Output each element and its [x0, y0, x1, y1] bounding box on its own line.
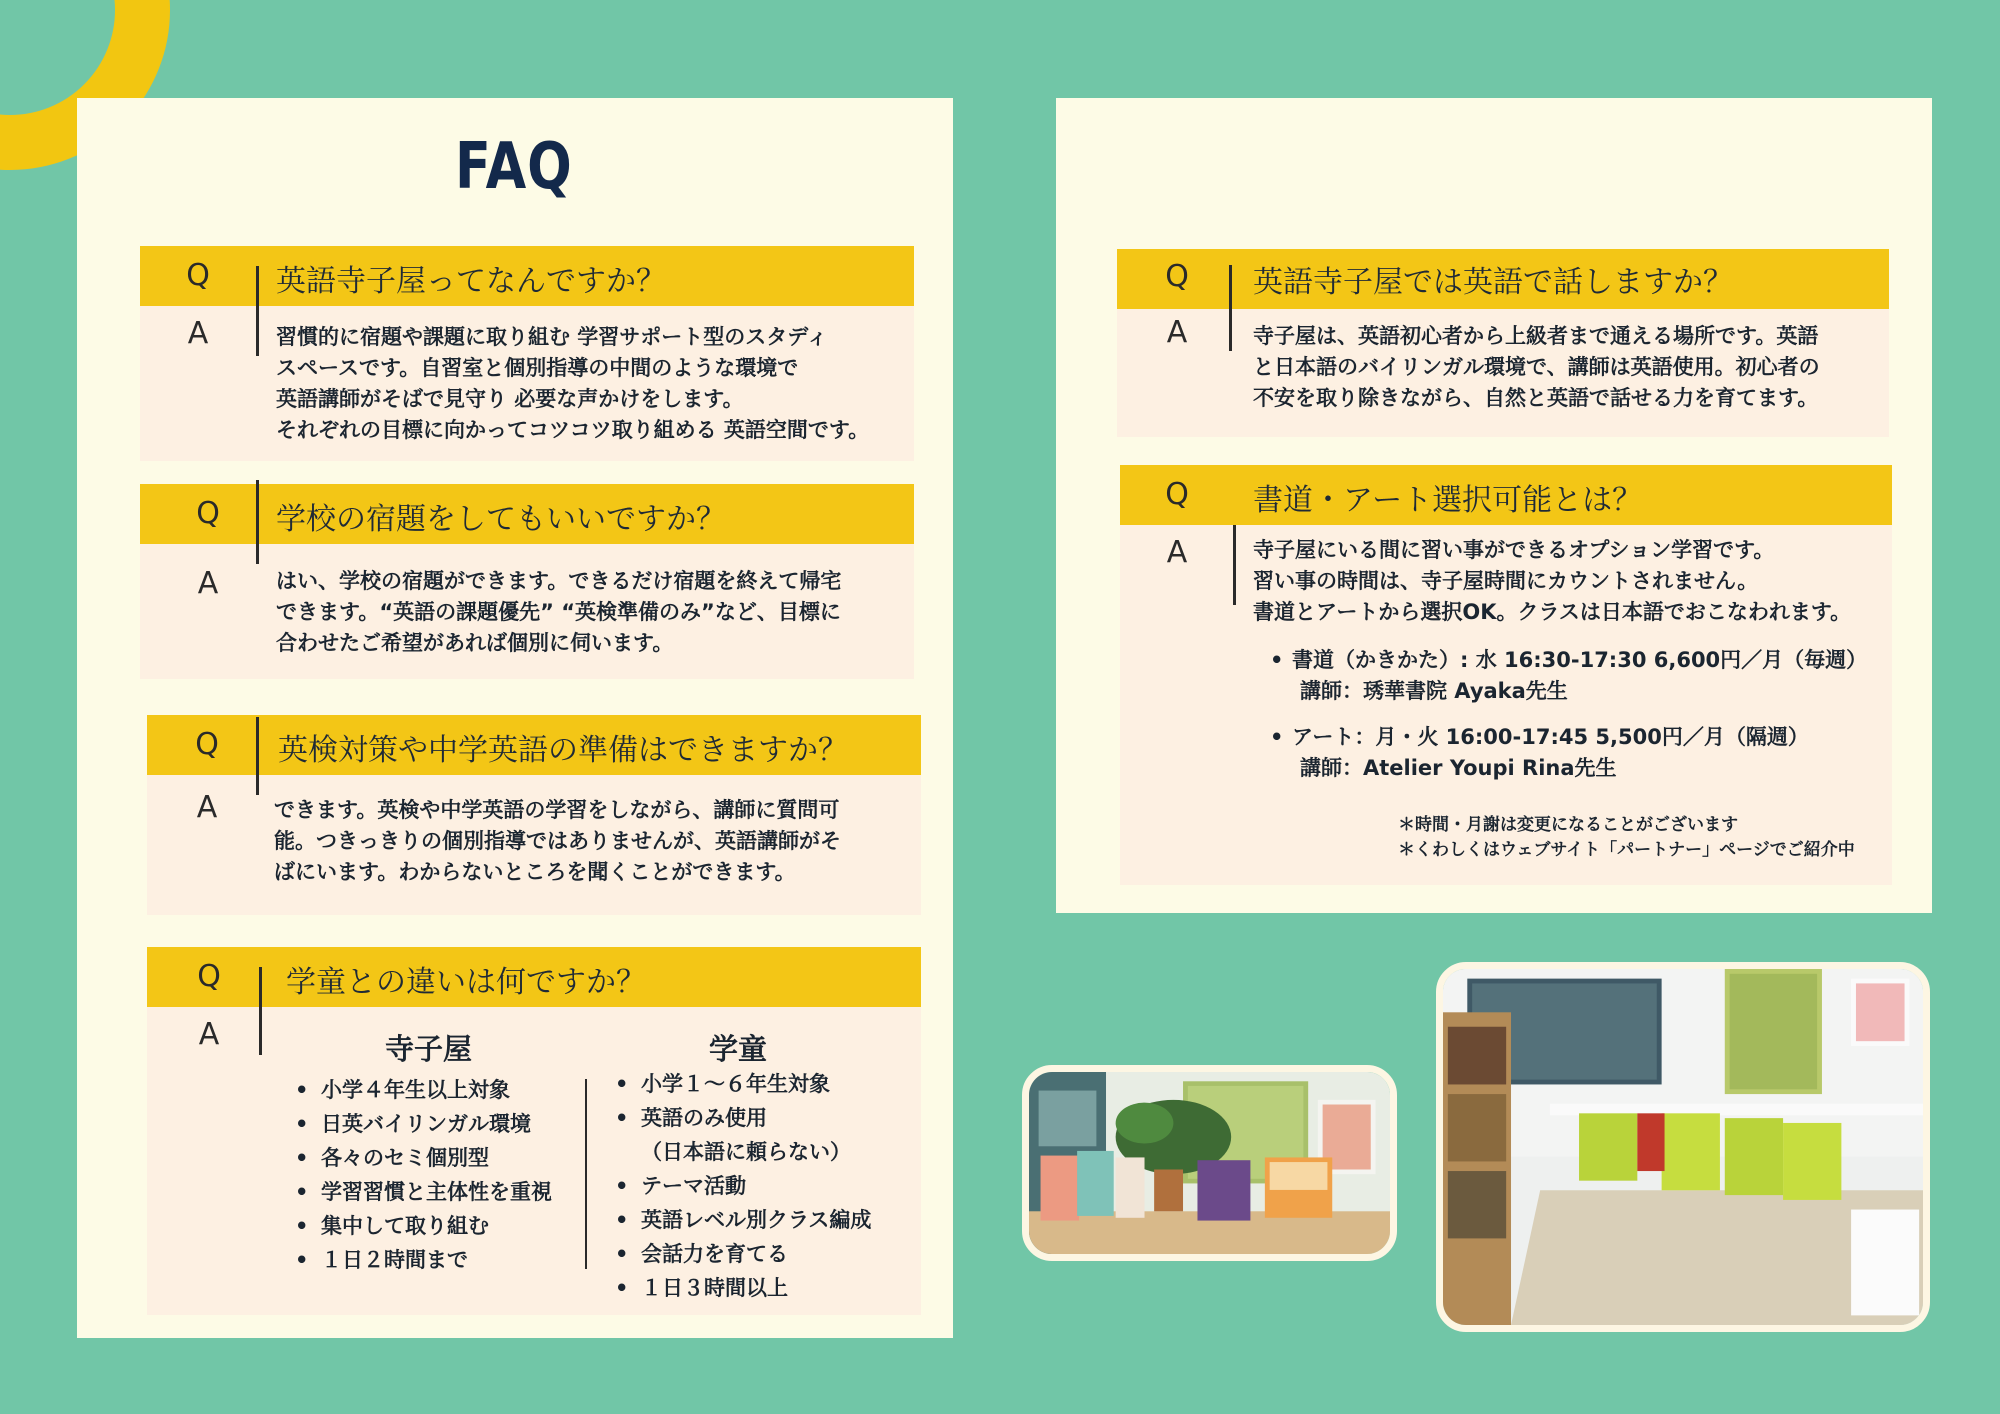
q-label: Q: [1165, 259, 1189, 294]
list-item: • 各々のセミ個別型: [295, 1146, 489, 1170]
terakoya-heading: 寺子屋: [385, 1032, 473, 1066]
qa-divider: [1233, 525, 1236, 605]
answer-text: できます。英検や中学英語の学習をしながら、講師に質問可 能。つきっきりの個別指導ではありませんが、英語講師がそ ばにいます。わからないところを聞くことができます。: [274, 798, 841, 884]
terakoya-list: [295, 1073, 552, 1277]
page-title: FAQ: [455, 130, 573, 204]
list-item: • 英語レベル別クラス編成: [615, 1208, 872, 1232]
q-label: Q: [195, 727, 219, 762]
faq-item-3: [147, 715, 921, 915]
q-label: Q: [186, 258, 210, 293]
question-text: 学童との違いは何ですか？: [286, 965, 646, 1000]
option-item: • アート：月・火 16:00-17:45 5,500円／月（隔週） 講師：Atelier Youpi Rina先生: [1270, 725, 1809, 780]
classroom-photo: [1436, 962, 1930, 1332]
list-item: • 小学４年生以上対象: [295, 1078, 510, 1102]
gakudo-heading: 学童: [709, 1032, 768, 1066]
a-label: A: [187, 316, 209, 351]
list-item: • 小学１〜６年生対象: [615, 1072, 830, 1096]
question-text: 英語寺子屋では英語で話しますか？: [1253, 265, 1733, 300]
list-item: （日本語に頼らない）: [641, 1140, 851, 1164]
answer-text: 習慣的に宿題や課題に取り組む 学習サポート型のスタディ スペースです。自習室と個別指導の中間のような環境で 英語講師がそばで見守り 必要な声かけをします。 それぞれの目標に向かってコツコツ取り組める 英語空間です。: [276, 325, 870, 442]
question-text: 英検対策や中学英語の準備はできますか？: [278, 733, 848, 768]
qa-divider: [1229, 265, 1232, 351]
option-list: [1270, 645, 1867, 799]
qa-divider: [259, 967, 262, 1055]
footnotes: ＊時間・月謝は変更になることがございます ＊くわしくはウェブサイト「パートナー」ページでご紹介中: [1398, 815, 1855, 860]
qa-divider: [256, 717, 259, 795]
question-text: 書道・アート選択可能とは？: [1253, 483, 1643, 518]
list-item: • 英語のみ使用: [615, 1106, 767, 1130]
qa-divider: [256, 266, 259, 356]
answer-text: はい、学校の宿題ができます。できるだけ宿題を終えて帰宅 できます。“英語の課題優先” “英検準備のみ”など、目標に 合わせたご希望があれば個別に伺います。: [276, 569, 842, 655]
faq-item-4: [147, 947, 921, 1315]
list-item: • １日２時間まで: [295, 1248, 468, 1272]
column-divider: [585, 1079, 587, 1269]
list-item: • 集中して取り組む: [295, 1214, 489, 1238]
a-label: A: [197, 566, 219, 601]
faq-item-5: [1117, 249, 1889, 437]
list-item: • 会話力を育てる: [615, 1242, 788, 1266]
question-text: 学校の宿題をしてもいいですか？: [276, 502, 726, 537]
bookshelf-photo: [1022, 1065, 1397, 1261]
a-label: A: [198, 1017, 220, 1052]
gakudo-list: [615, 1067, 871, 1305]
q-label: Q: [1165, 477, 1189, 512]
question-text: 英語寺子屋ってなんですか？: [276, 264, 666, 299]
q-label: Q: [197, 959, 221, 994]
list-item: • 日英バイリンガル環境: [295, 1112, 531, 1136]
list-item: • テーマ活動: [615, 1174, 746, 1198]
option-item: • 書道（かきかた）: 水 16:30-17:30 6,600円／月（毎週） 講師：琇華書院 Ayaka先生: [1270, 648, 1868, 703]
list-item: • １日３時間以上: [615, 1276, 788, 1300]
qa-divider: [256, 480, 259, 564]
faq-item-2: [140, 484, 914, 679]
answer-text: 寺子屋にいる間に習い事ができるオプション学習です。 習い事の時間は、寺子屋時間にカウントされません。 書道とアートから選択OK。クラスは日本語でおこなわれます。: [1253, 538, 1852, 624]
a-label: A: [1166, 535, 1188, 570]
a-label: A: [1166, 315, 1188, 350]
a-label: A: [196, 790, 218, 825]
faq-item-1: [140, 246, 914, 461]
faq-item-6: [1120, 465, 1892, 885]
answer-text: 寺子屋は、英語初心者から上級者まで通える場所です。英語 と日本語のバイリンガル環境で、講師は英語使用。初心者の 不安を取り除きながら、自然と英語で話せる力を育てます。: [1253, 324, 1820, 410]
q-label: Q: [196, 496, 220, 531]
list-item: • 学習習慣と主体性を重視: [295, 1180, 552, 1204]
